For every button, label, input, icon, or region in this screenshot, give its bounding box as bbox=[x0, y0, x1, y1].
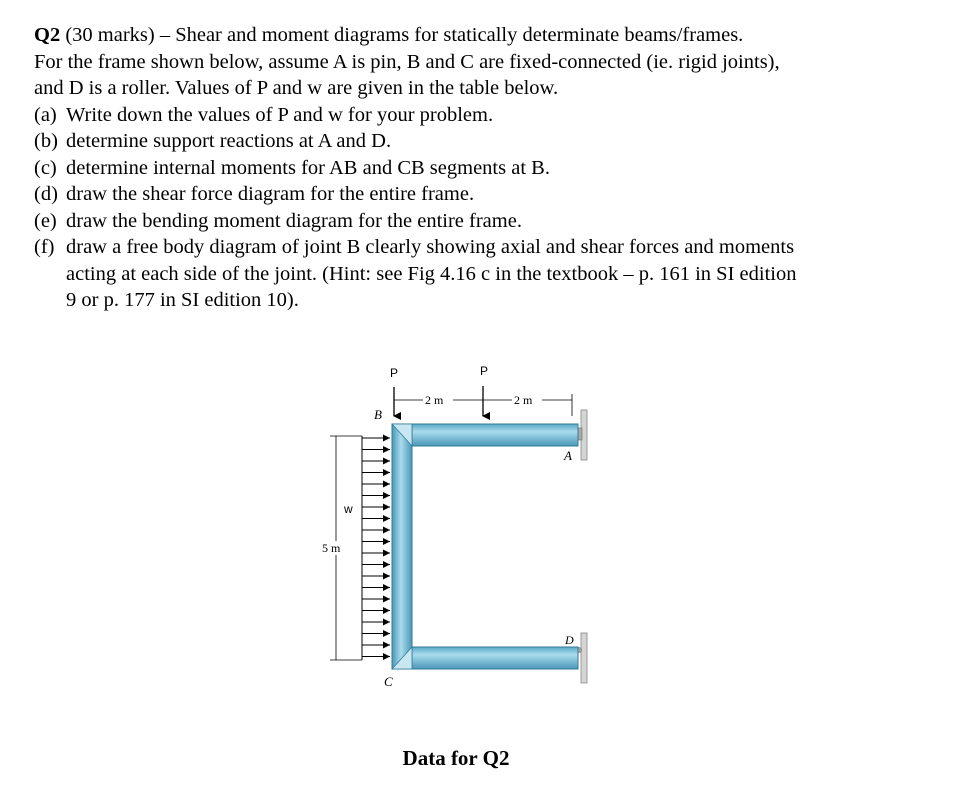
intro-line-2: and D is a roller. Values of P and w are given in the table below. bbox=[34, 77, 559, 99]
intro-line-1: For the frame shown below, assume A is pin, B and C are fixed-connected (ie. rigid joints), bbox=[34, 50, 780, 73]
task-item-d bbox=[34, 181, 924, 208]
member-cd bbox=[392, 647, 578, 669]
task-marker: (d) bbox=[34, 183, 58, 205]
dimension-height: 5 m bbox=[322, 541, 341, 555]
question-heading bbox=[34, 22, 924, 49]
task-text: determine support reactions at A and D. bbox=[66, 130, 392, 152]
frame-figure bbox=[300, 350, 640, 700]
label-a: A bbox=[564, 448, 572, 463]
task-list bbox=[34, 102, 924, 314]
label-c: C bbox=[384, 674, 393, 689]
task-item-b bbox=[34, 128, 924, 155]
load-label-right: P bbox=[480, 364, 489, 378]
task-text-line-3: 9 or p. 177 in SI edition 10). bbox=[66, 289, 299, 311]
dimension-right: 2 m bbox=[514, 393, 533, 407]
label-d: D bbox=[565, 633, 574, 647]
load-label-left: P bbox=[390, 366, 399, 380]
task-item-e bbox=[34, 208, 924, 235]
task-item-f bbox=[34, 234, 924, 314]
task-text: determine internal moments for AB and CB segments at B. bbox=[66, 156, 550, 179]
label-w: w bbox=[344, 502, 353, 516]
task-marker: (e) bbox=[34, 209, 57, 232]
task-marker: (a) bbox=[34, 103, 57, 126]
frame-diagram bbox=[300, 350, 640, 700]
member-ab bbox=[392, 424, 578, 446]
question-text bbox=[34, 22, 924, 314]
task-item-a bbox=[34, 102, 924, 129]
task-item-c bbox=[34, 155, 924, 182]
task-marker: (f) bbox=[34, 236, 55, 258]
task-text: draw the bending moment diagram for the entire frame. bbox=[66, 209, 522, 232]
task-text: Write down the values of P and w for your problem. bbox=[66, 103, 494, 126]
task-marker: (b) bbox=[34, 130, 58, 152]
dimension-left: 2 m bbox=[425, 393, 444, 407]
figure-caption bbox=[0, 746, 956, 771]
task-marker: (c) bbox=[34, 156, 57, 179]
question-marks: (30 marks) – Shear and moment diagrams for statically determinate beams/frames. bbox=[65, 24, 744, 46]
member-bc bbox=[392, 424, 412, 669]
question-label: Q2 bbox=[34, 24, 61, 46]
caption-text: Data for Q2 bbox=[402, 746, 510, 770]
task-text-line-2: acting at each side of the joint. (Hint: see Fig 4.16 c in the textbook – p. 161 in SI edition bbox=[66, 262, 797, 285]
task-text: draw the shear force diagram for the entire frame. bbox=[66, 183, 475, 205]
wall-d bbox=[581, 633, 587, 683]
distributed-load-arrows bbox=[362, 438, 390, 657]
task-text-line-1: draw a free body diagram of joint B clearly showing axial and shear forces and moments bbox=[66, 236, 795, 258]
label-b: B bbox=[374, 407, 382, 422]
